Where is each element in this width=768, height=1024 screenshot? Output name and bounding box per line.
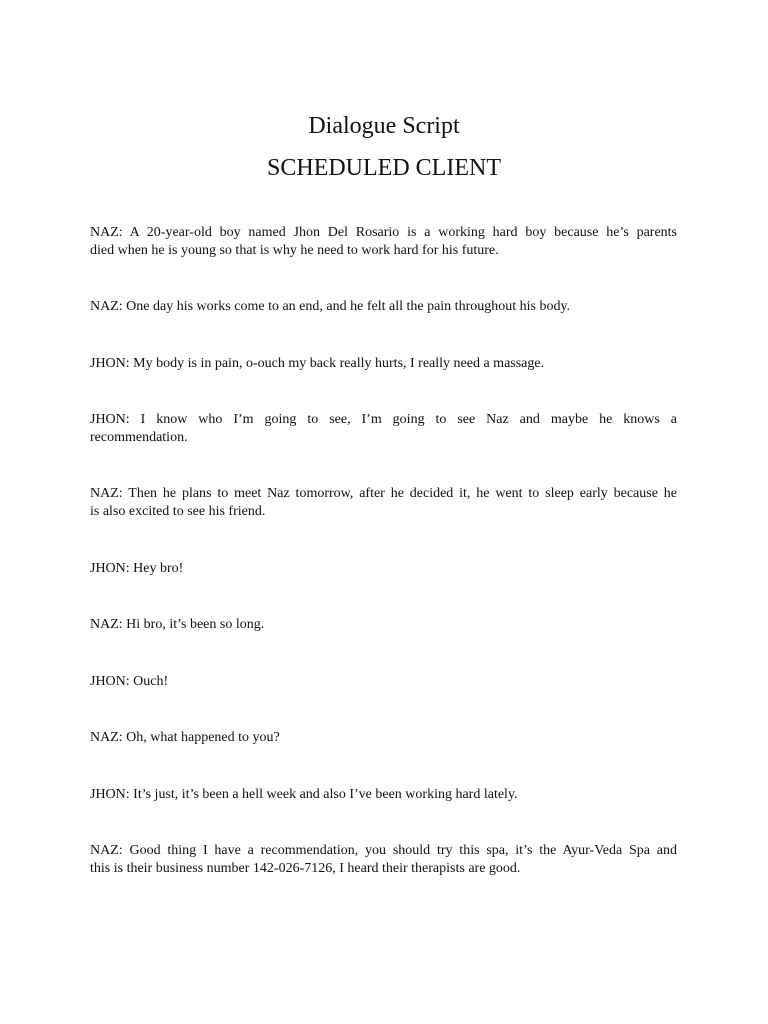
text-line: NAZ: Good thing I have a recommendation, you should try this spa, it’s the Ayur-Veda Spa and bbox=[90, 843, 677, 858]
text-line: JHON: My body is in pain, o-ouch my back really hurts, I really need a massage. bbox=[90, 356, 545, 371]
text-line: this is their business number 142-026-7126, I heard their therapists are good. bbox=[90, 861, 521, 876]
text-line: JHON: I know who I’m going to see, I’m going to see Naz and maybe he knows a bbox=[90, 412, 677, 427]
text-line: NAZ: A 20-year-old boy named Jhon Del Rosario is a working hard boy because he’s parents bbox=[90, 225, 677, 240]
text-line: JHON: Hey bro! bbox=[90, 561, 184, 576]
text-line: recommendation. bbox=[90, 430, 188, 445]
document-title: Dialogue Script bbox=[308, 113, 460, 139]
document-subtitle: SCHEDULED CLIENT bbox=[267, 155, 501, 181]
text-line: NAZ: One day his works come to an end, and he felt all the pain throughout his body. bbox=[90, 299, 571, 314]
text-line: JHON: It’s just, it’s been a hell week and also I’ve been working hard lately. bbox=[90, 787, 518, 802]
text-line: NAZ: Then he plans to meet Naz tomorrow, after he decided it, he went to sleep early because he bbox=[90, 486, 677, 501]
text-line: died when he is young so that is why he need to work hard for his future. bbox=[90, 243, 499, 258]
text-line: is also excited to see his friend. bbox=[90, 504, 266, 519]
text-line: NAZ: Oh, what happened to you? bbox=[90, 730, 280, 745]
text-line: NAZ: Hi bro, it’s been so long. bbox=[90, 617, 265, 632]
text-line: JHON: Ouch! bbox=[90, 674, 169, 689]
